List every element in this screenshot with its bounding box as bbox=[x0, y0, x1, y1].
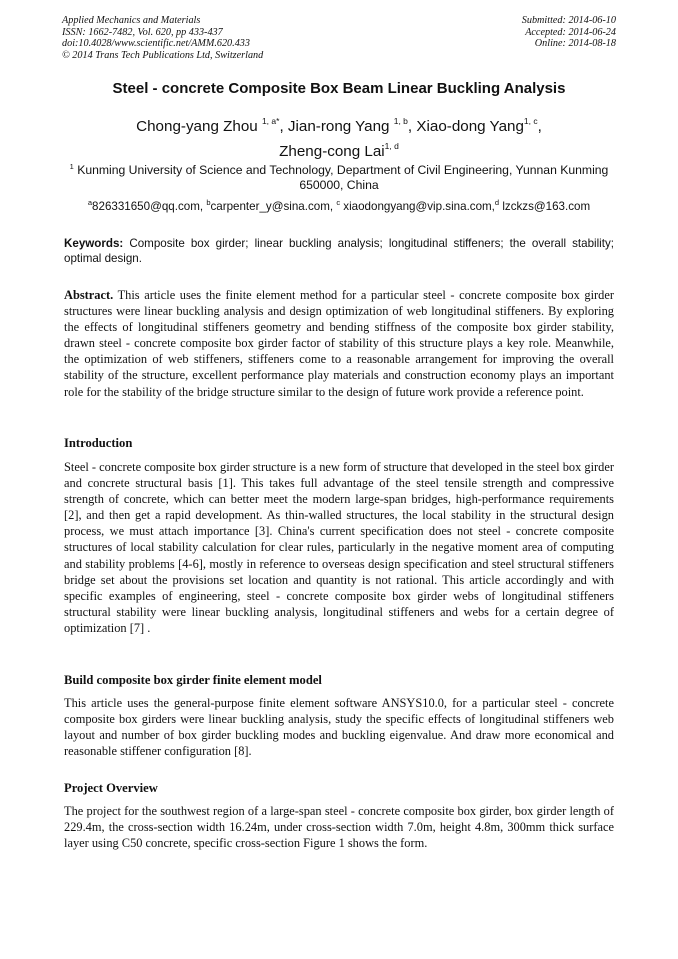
email-address: 826331650@qq.com, bbox=[92, 200, 207, 213]
author-separator: , bbox=[407, 118, 417, 135]
email-address: lzckzs@163.com bbox=[499, 200, 591, 213]
email-superscript: c bbox=[336, 198, 341, 207]
author-list bbox=[40, 114, 638, 164]
email-address: carpenter_y@sina.com, bbox=[210, 200, 337, 213]
email-superscript: b bbox=[206, 198, 211, 207]
author-separator: , bbox=[279, 118, 288, 135]
keywords-label: Keywords: bbox=[64, 237, 124, 250]
author-superscript: 1, d bbox=[384, 141, 399, 151]
email-superscript: a bbox=[87, 198, 93, 207]
author-line-1 bbox=[40, 114, 638, 139]
email-address: xiaodongyang@vip.sina.com, bbox=[340, 200, 495, 213]
affiliation bbox=[50, 163, 628, 193]
author-name: Xiao-dong Yang bbox=[416, 118, 524, 135]
keywords-block bbox=[64, 236, 614, 266]
affiliation-superscript: 1 bbox=[69, 162, 74, 171]
section-heading-build-model: Build composite box girder finite element model bbox=[64, 673, 322, 687]
author-name: Chong-yang Zhou bbox=[136, 118, 262, 135]
online-date: Online: 2014-08-18 bbox=[534, 38, 616, 50]
doi-line: doi:10.4028/www.scientific.net/AMM.620.433 bbox=[62, 38, 250, 50]
section-heading-introduction: Introduction bbox=[64, 436, 133, 450]
author-separator: , bbox=[537, 118, 542, 135]
abstract-paragraph bbox=[64, 287, 614, 400]
accepted-date: Accepted: 2014-06-24 bbox=[525, 26, 616, 38]
abstract-label: Abstract. bbox=[64, 288, 114, 302]
project-overview-paragraph: The project for the southwest region of a large-span steel - concrete composite box girder, box girder length of 229.4m, the cross-section width 16.24m, under cross-section width 7.0m, height 4.8m, 300mm thick surface layer using C50 concrete, specific cross-section Figure 1 shows the form. bbox=[64, 804, 614, 851]
abstract-text: This article uses the finite element method for a particular steel - concrete composite box girder structures were linear buckling analysis and design optimization of web longitudinal stiffeners. By exploring the effects of longitudinal stiffeners geometry and bending stiffness of the composite box girder stability, drawn steel - concrete composite box girder factor of stability of this structure plays a key role. Meanwhile, the optimization of web stiffeners, stiffeners come to a reasonable arrangement for improving the overall stability of the structure, excellent performance play materials and construction economy plays an important role for the stability of the bridge structure similar to the design of future work provide a reference point. bbox=[64, 288, 614, 399]
issn-line: ISSN: 1662-7482, Vol. 620, pp 433-437 bbox=[62, 26, 223, 38]
section-heading-project-overview: Project Overview bbox=[64, 781, 158, 795]
author-superscript: 1, a* bbox=[261, 116, 280, 126]
email-superscript: d bbox=[494, 198, 500, 207]
email-list bbox=[40, 200, 638, 213]
copyright-line: © 2014 Trans Tech Publications Ltd, Switzerland bbox=[62, 49, 264, 61]
paper-title: Steel - concrete Composite Box Beam Linear Buckling Analysis bbox=[112, 80, 566, 97]
author-name: Jian-rong Yang bbox=[287, 118, 394, 135]
author-superscript: 1, c bbox=[523, 116, 538, 126]
keywords-text: Composite box girder; linear buckling analysis; longitudinal stiffeners; the overall stability; optimal design. bbox=[64, 237, 614, 265]
introduction-paragraph: Steel - concrete composite box girder structure is a new form of structure that developed in the steel box girder and concrete structural basis [1]. This takes full advantage of the steel tensile strength and compressive strength of concrete, which can better meet the modern large-span bridges, high-performance requirements [2], and then get a rapid development. As thin-walled structures, the local stability in the structural design process, we must attach importance [3]. China's current specification does not steel - concrete composite structures of local stability calculation for clear rules, particularly in the negative moment area of computing and stability problems [4-6], mostly in reference to overseas design specification and steel structural stiffeners bridge set about the provisions set location and quantity is not rational. This article accordingly and with specific examples of engineering, steel - concrete composite box girder webs of longitudinal stiffeners structural stability were linear buckling analysis, longitudinal stiffeners and webs for a certain degree of optimization [7] . bbox=[64, 460, 614, 635]
author-superscript: 1, b bbox=[393, 116, 408, 126]
journal-header-left bbox=[62, 15, 263, 61]
author-line-2 bbox=[40, 139, 638, 164]
author-name: Zheng-cong Lai bbox=[279, 143, 385, 160]
journal-name: Applied Mechanics and Materials bbox=[62, 15, 201, 26]
build-model-paragraph: This article uses the general-purpose finite element software ANSYS10.0, for a particular steel - concrete composite box girders were linear buckling analysis, study the specific effects of longitudinal stiffeners web layout and number of box girder buckling modes and buckling eigenvalue. And draw more economical and reasonable stiffener configuration [8]. bbox=[64, 696, 614, 759]
submitted-date: Submitted: 2014-06-10 bbox=[521, 15, 616, 26]
journal-header-right bbox=[522, 15, 616, 50]
affiliation-text: Kunming University of Science and Technology, Department of Civil Engineering, Yunnan Kunming 650000, China bbox=[73, 163, 609, 192]
